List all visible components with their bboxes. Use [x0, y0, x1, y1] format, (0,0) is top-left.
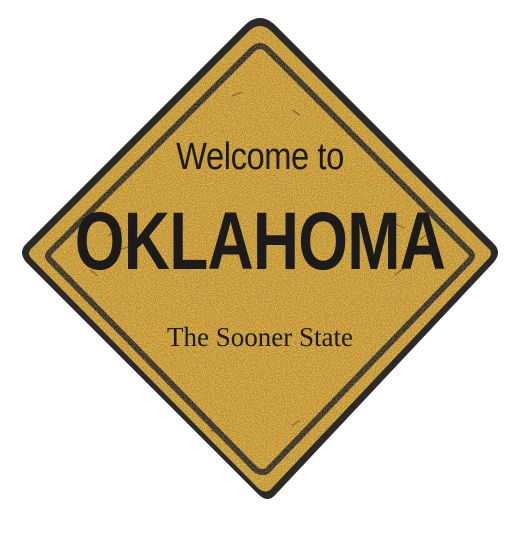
state-name-text: OKLAHOMA: [74, 196, 446, 287]
state-nickname-text: The Sooner State: [167, 322, 353, 352]
welcome-text: Welcome to: [176, 136, 344, 178]
